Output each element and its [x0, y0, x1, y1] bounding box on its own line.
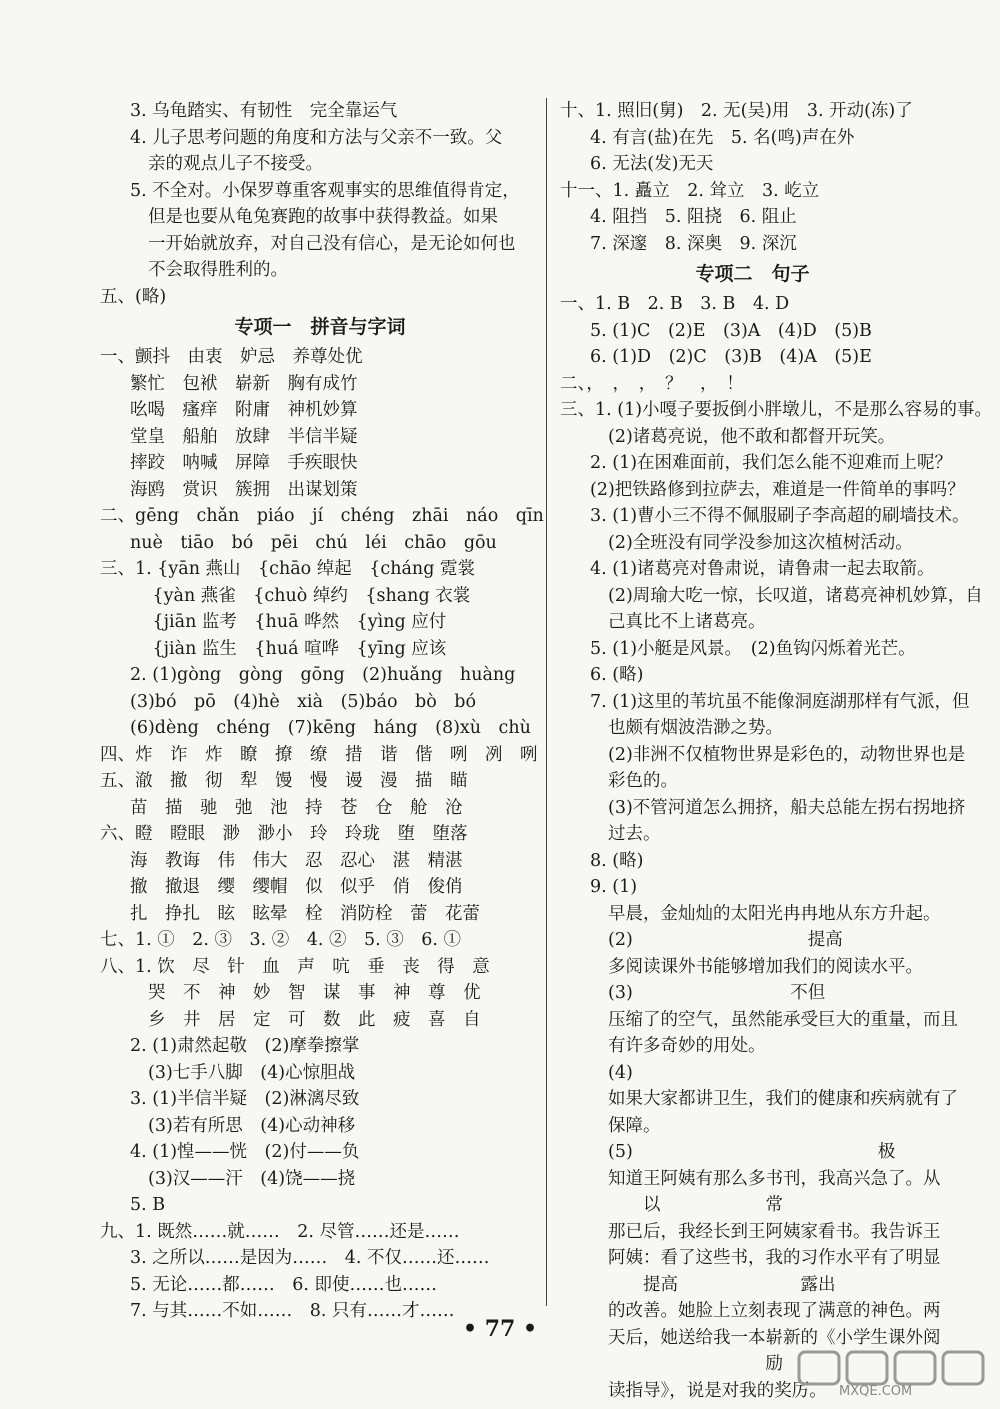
- answer-line: 天后，她送给我一本崭新的《小学生课外阅: [608, 1327, 941, 1348]
- answer-line: 堂皇 船舶 放肆 半信半疑: [130, 426, 358, 447]
- answer-line: 海鸥 赏识 簇拥 出谋划策: [130, 479, 358, 500]
- answer-line: 六、瞪 瞪眼 渺 渺小 玲 玲珑 堕 堕落: [100, 824, 468, 844]
- answer-line: 摔跤 呐喊 屏障 手疾眼快: [130, 453, 358, 473]
- answer-line: 三、1. (1)小嘎子要扳倒小胖墩儿，不是那么容易的事。: [560, 400, 993, 420]
- answer-line: 保障。: [608, 1115, 661, 1136]
- left-column: [100, 98, 544, 1325]
- answer-line: 5. (1)小艇是风景。 (2)鱼钩闪烁着光芒。: [590, 638, 916, 659]
- answer-line: 有许多奇妙的用处。: [608, 1036, 766, 1056]
- page-number: • 77 •: [462, 1316, 538, 1342]
- answer-line: 5. 无论……都…… 6. 即使……也……: [130, 1274, 438, 1295]
- answer-line: 3. 之所以……是因为…… 4. 不仅……还……: [130, 1248, 490, 1268]
- answer-line: 一、颤抖 由衷 妒忌 养尊处优: [100, 347, 363, 367]
- answer-line: 9. (1): [590, 877, 638, 897]
- answer-line: 不会取得胜利的。: [148, 260, 288, 280]
- answer-line: (3)bó pō (4)hè xià (5)báo bò bó: [130, 691, 477, 712]
- answer-line: 5. 不全对。小保罗尊重客观事实的思维值得肯定，: [130, 180, 520, 201]
- answer-line: 十、1. 照旧(舅) 2. 无(吴)用 3. 开动(冻)了: [560, 101, 913, 121]
- answer-line: 7. 与其……不如…… 8. 只有……才……: [130, 1301, 455, 1321]
- section-heading: 专项一 拼音与字词: [234, 316, 406, 338]
- answer-line: 七、1. ① 2. ③ 3. ② 4. ② 5. ③ 6. ①: [100, 930, 462, 950]
- answer-line: 7. 深邃 8. 深奥 9. 深沉: [590, 233, 797, 254]
- answer-line: 哭 不 神 妙 智 谋 事 神 尊 优: [148, 983, 481, 1003]
- answer-line: 知道王阿姨有那么多书刊，我高兴急了。从: [608, 1168, 941, 1189]
- answer-line: (2)把铁路修到拉萨去，难道是一件简单的事吗？: [590, 479, 965, 500]
- answer-line: (2)周瑜大吃一惊，长叹道，诸葛亮神机妙算，自: [608, 585, 983, 606]
- answer-line: nuè tiāo bó pēi chú léi chāo gōu: [130, 532, 497, 553]
- watermark-logo: [795, 1348, 991, 1402]
- answer-line: 苗 描 驰 弛 池 持 苍 仓 舱 沧: [130, 797, 463, 818]
- watermark-text: MXQE.COM: [839, 1384, 913, 1399]
- answer-line: 彩色的。: [608, 771, 678, 791]
- answer-line: 九、1. 既然……就…… 2. 尽管……还是……: [100, 1221, 460, 1242]
- answer-line: {yàn 燕雀 {chuò 绰约 {shang 衣裳: [100, 585, 471, 606]
- answer-line: 吆喝 瘙痒 附庸 神机妙算: [130, 400, 358, 420]
- answer-line: 十一、1. 矗立 2. 耸立 3. 屹立: [560, 180, 820, 201]
- right-column: [560, 98, 993, 1404]
- answer-line: 阿姨：看了这些书，我的习作水平有了明显: [608, 1248, 941, 1268]
- answer-line: 压缩了的空气，虽然能承受巨大的重量，而且: [608, 1009, 958, 1030]
- answer-line: (6)dèng chéng (7)kēng háng (8)xù chù: [130, 718, 531, 738]
- answer-line: 8. (略): [590, 850, 644, 871]
- answer-line: (2) 提高: [608, 930, 843, 950]
- answer-line: 2. (1)gòng gòng gōng (2)huǎng huàng: [130, 665, 516, 685]
- answer-line: (3) 不但: [608, 983, 826, 1003]
- answer-line: 繁忙 包袱 崭新 胸有成竹: [130, 373, 358, 394]
- answer-line: 多阅读课外书能够增加我们的阅读水平。: [608, 956, 923, 977]
- answer-line: 过去。: [608, 824, 661, 844]
- answer-line: 五、(略): [100, 286, 167, 307]
- answer-line: 二、gēng chǎn piáo jí chéng zhāi náo qīn: [100, 506, 544, 526]
- answer-line: 那已后，我经长到王阿姨家看书。我告诉王: [608, 1221, 941, 1242]
- answer-line: 己真比不上诸葛亮。: [608, 612, 766, 632]
- answer-line: 3. 乌龟踏实、有韧性 完全靠运气: [130, 101, 398, 121]
- answer-line: (2)全班没有同学没参加这次植树活动。: [608, 532, 913, 553]
- answer-line: 的改善。她脸上立刻表现了满意的神色。两: [608, 1301, 941, 1321]
- answer-line: (4): [608, 1062, 633, 1083]
- answer-line: (3)若有所思 (4)心动神移: [148, 1115, 356, 1136]
- answer-line: 2. (1)肃然起敬 (2)摩拳擦掌: [130, 1036, 360, 1056]
- answer-line: 四、炸 诈 炸 瞭 撩 缭 措 谐 偕 咧 冽 咧: [100, 744, 538, 765]
- answer-line: 三、1. {yān 燕山 {chāo 绰起 {cháng 霓裳: [100, 559, 475, 579]
- answer-line: 提高 露出: [608, 1274, 836, 1295]
- answer-line: 海 教诲 伟 伟大 忍 忍心 湛 精湛: [130, 850, 463, 871]
- answer-line: 八、1. 饮 尽 针 血 声 吭 垂 丧 得 意: [100, 956, 490, 977]
- answer-line: {jiàn 监生 {huá 喧哗 {yīng 应该: [100, 638, 447, 659]
- answer-line: 亲的观点儿子不接受。: [148, 154, 323, 174]
- answer-line: 但是也要从龟兔赛跑的故事中获得教益。如果: [148, 207, 498, 227]
- column-divider: [546, 98, 547, 1306]
- answer-line: 二、， ， ， ？ ， ！: [560, 373, 744, 394]
- answer-line: 励: [608, 1354, 783, 1374]
- answer-line: 5. B: [130, 1195, 166, 1215]
- answer-line: 五、澈 撤 彻 犁 馒 慢 谩 漫 描 瞄: [100, 771, 468, 791]
- section-heading: 专项二 句子: [695, 263, 810, 285]
- answer-line: 3. (1)曹小三不得不佩服刷子李高超的刷墙技术。: [590, 506, 970, 526]
- answer-line: 如果大家都讲卫生，我们的健康和疾病就有了: [608, 1089, 958, 1109]
- answer-line: (2)非洲不仅植物世界是彩色的，动物世界也是: [608, 744, 966, 765]
- answer-line: 4. 阻挡 5. 阻挠 6. 阻止: [590, 207, 797, 227]
- answer-line: 4. 有言(盐)在先 5. 名(鸣)声在外: [590, 127, 855, 148]
- answer-line: 一、1. B 2. B 3. B 4. D: [560, 294, 790, 314]
- answer-line: (5) 极: [608, 1142, 896, 1162]
- answer-line: 一开始就放弃，对自己没有信心，是无论如何也: [148, 233, 516, 254]
- answer-line: 读指导》，说是对我的奖厉。: [608, 1380, 827, 1401]
- answer-line: 6. 无法(发)无天: [590, 154, 714, 174]
- answer-line: 5. (1)C (2)E (3)A (4)D (5)B: [590, 320, 872, 341]
- answer-line: (2)诸葛亮说，他不敢和都督开玩笑。: [608, 426, 896, 447]
- answer-line: {jiān 监考 {huā 哗然 {yìng 应付: [100, 612, 447, 632]
- answer-line: (3)七手八脚 (4)心惊胆战: [148, 1062, 356, 1083]
- answer-line: 撤 撤退 缨 缨帽 似 似乎 俏 俊俏: [130, 877, 463, 897]
- answer-line: 也颇有烟波浩渺之势。: [608, 718, 783, 738]
- answer-line: 6. (略): [590, 665, 644, 685]
- answer-line: 4. (1)诸葛亮对鲁肃说，请鲁肃一起去取箭。: [590, 559, 935, 579]
- answer-line: (3)汉——汗 (4)饶——挠: [148, 1168, 356, 1189]
- answer-line: 2. (1)在困难面前，我们怎么能不迎难而上呢？: [590, 453, 953, 473]
- answer-line: 7. (1)这里的苇坑虽不能像洞庭湖那样有气派，但: [590, 691, 970, 712]
- answer-line: 扎 挣扎 眩 眩晕 栓 消防栓 蕾 花蕾: [130, 903, 480, 924]
- answer-line: 4. (1)惶——恍 (2)付——负: [130, 1142, 360, 1162]
- answer-line: 4. 儿子思考问题的角度和方法与父亲不一致。父: [130, 127, 503, 148]
- answer-line: 3. (1)半信半疑 (2)淋漓尽致: [130, 1089, 360, 1109]
- answer-line: (3)不管河道怎么拥挤，船夫总能左拐右拐地挤: [608, 797, 966, 818]
- answer-line: 乡 井 居 定 可 数 此 疲 喜 自: [148, 1009, 481, 1030]
- answer-line: 早晨，金灿灿的太阳光冉冉地从东方升起。: [608, 903, 941, 924]
- answer-line: 以 常: [608, 1195, 783, 1215]
- answer-line: 6. (1)D (2)C (3)B (4)A (5)E: [590, 347, 872, 367]
